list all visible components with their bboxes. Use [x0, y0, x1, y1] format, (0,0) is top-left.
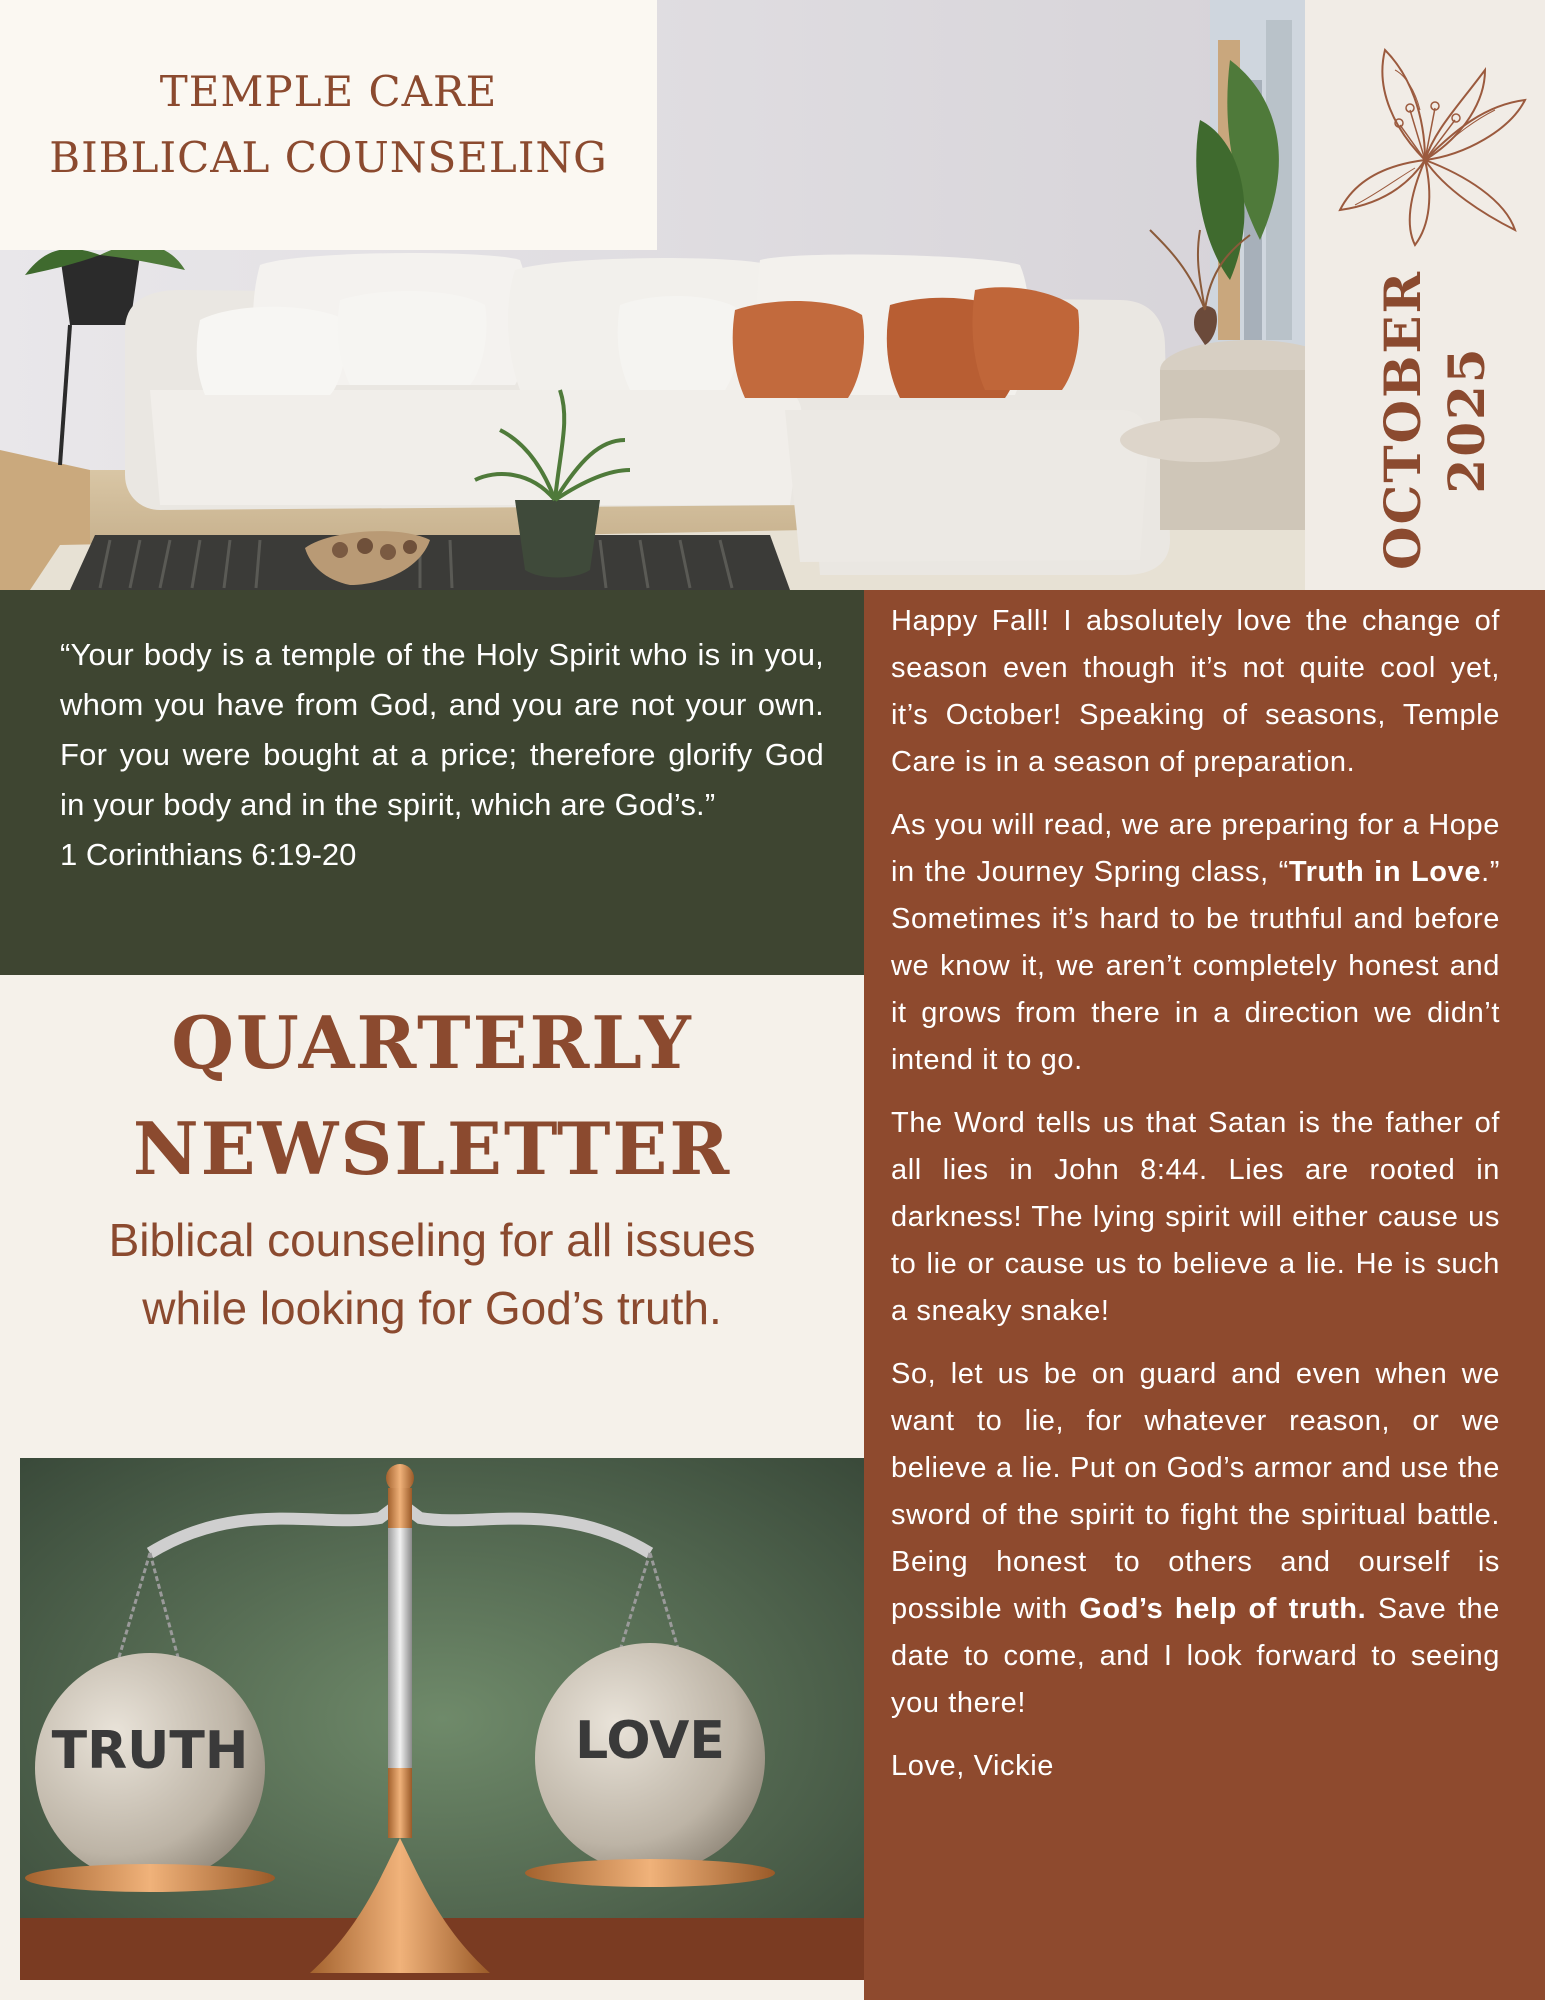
date-month: OCTOBER — [1373, 269, 1433, 571]
newsletter-heading-block — [0, 990, 864, 1342]
scripture-reference: 1 Corinthians 6:19-20 — [60, 837, 357, 872]
org-title-line1: TEMPLE CARE — [159, 67, 498, 116]
letter-column — [864, 590, 1545, 2000]
lily-flower-icon — [1315, 30, 1545, 250]
newsletter-title-line2: NEWSLETTER — [132, 1106, 732, 1191]
scale-left-word: TRUTH — [51, 1721, 249, 1781]
letter-paragraph-4 — [891, 1351, 1500, 1727]
newsletter-tagline: Biblical counseling for all issues while looking for God’s truth. — [108, 1214, 756, 1334]
letter-paragraph-3: The Word tells us that Satan is the father of all lies in John 8:44. Lies are rooted in darkness! The lying spirit will either cause us to lie or cause us to believe a lie. He is such a sneaky snake! — [891, 1107, 1500, 1327]
letter-p2-part2: .” Sometimes it’s hard to be truthful and before we know it, we aren’t completely honest and it grows from there in a direction we didn’t intend it to go. — [891, 856, 1500, 1076]
scale-right-word: LOVE — [575, 1711, 725, 1771]
letter-p2-part1: As you will read, we are preparing for a Hope in the Journey Spring class, “ — [891, 809, 1500, 888]
scripture-verse-box — [0, 590, 864, 975]
letter-signoff: Love, Vickie — [891, 1750, 1055, 1782]
title-box — [0, 0, 657, 250]
letter-p4-bold: God’s help of truth. — [1079, 1593, 1367, 1625]
newsletter-date — [1350, 265, 1520, 575]
letter-p2-bold: Truth in Love — [1288, 856, 1482, 888]
newsletter-title-line1: QUARTERLY — [171, 1000, 693, 1085]
scripture-verse-text: “Your body is a temple of the Holy Spirit who is in you, whom you have from God, and you are not your own. For you were bought at a price; therefore glorify God in your body and in the spirit, which are God’s.” — [60, 637, 824, 822]
org-title-line2: BIBLICAL COUNSELING — [49, 133, 608, 182]
letter-p4-part1: So, let us be on guard and even when we want to lie, for whatever reason, or we believe a lie. Put on God’s armor and use the sword of the spirit to fight the spiritual battle. Being honest to others and ourself is possible with — [891, 1358, 1500, 1625]
date-year: 2025 — [1437, 346, 1497, 494]
letter-p4-part2: Save the date to come, and I look forward to seeing you there! — [891, 1593, 1500, 1719]
letter-paragraph-2 — [891, 802, 1500, 1084]
letter-paragraph-1: Happy Fall! I absolutely love the change of season even though it’s not quite cool yet, it’s October! Speaking of seasons, Temple Care is in a season of preparation. — [891, 605, 1500, 778]
truth-love-scale-image — [20, 1458, 864, 1980]
